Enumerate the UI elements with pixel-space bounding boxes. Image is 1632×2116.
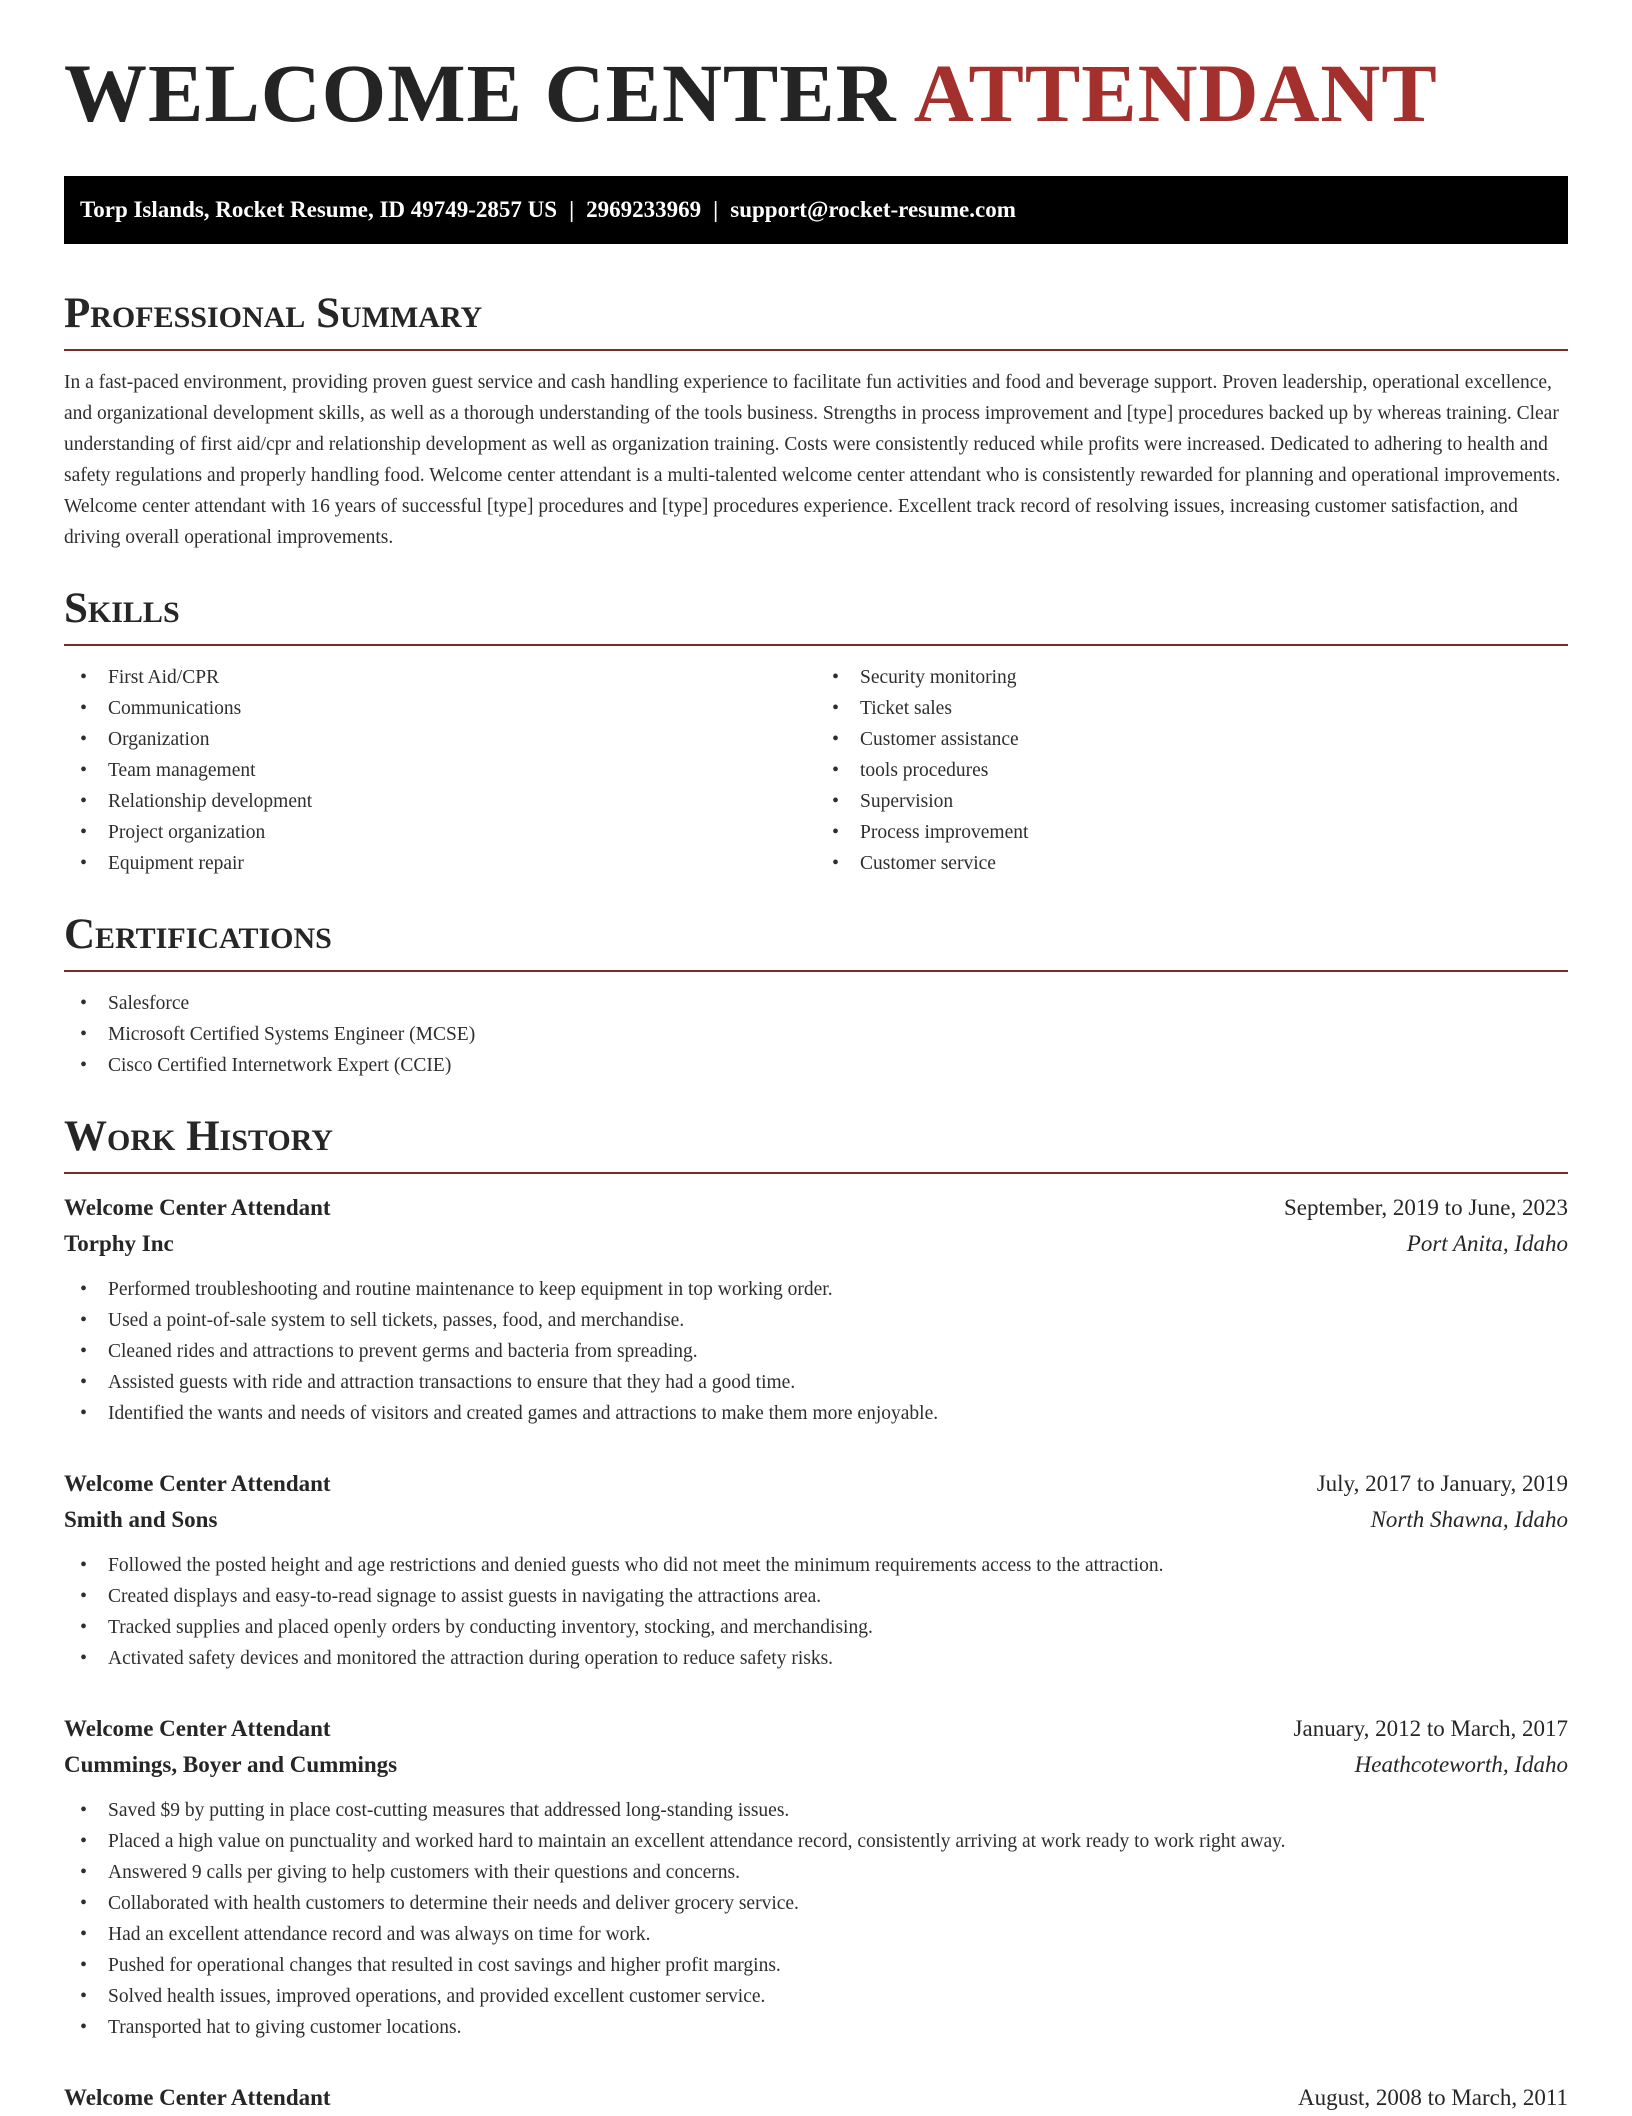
certifications-section bbox=[64, 913, 1568, 1081]
job-duty-item: • Performed troubleshooting and routine maintenance to keep equipment in top working order. bbox=[64, 1274, 1568, 1305]
job-dates: July, 2017 to January, 2019 bbox=[1316, 1471, 1568, 1496]
job-duty-item: • Followed the posted height and age restrictions and denied guests who did not meet the minimum requirements access to the attraction. bbox=[64, 1550, 1568, 1581]
job-header-row bbox=[64, 2080, 1568, 2116]
job-duties-list bbox=[64, 1550, 1568, 1674]
contact-address: Torp Islands, Rocket Resume, ID 49749-2857 US bbox=[80, 197, 558, 222]
skill-item: • Organization bbox=[64, 724, 816, 755]
summary-text: In a fast-paced environment, providing proven guest service and cash handling experience to facilitate fun activities and food and beverage support. Proven leadership, operational excellence, and organizational development skills, as well as a thorough understanding of the tools business. Strengths in process improvement and [type] procedures backed up by whereas training. Clear understanding of first aid/cpr and relationship development as well as organization training. Costs were consistently reduced while profits were increased. Dedicated to adhering to health and safety regulations and properly handling food. Welcome center attendant is a multi-talented welcome center attendant who is consistently rewarded for planning and operational improvements. Welcome center attendant with 16 years of successful [type] procedures and [type] procedures experience. Excellent track record of resolving issues, increasing customer satisfaction, and driving overall operational improvements. bbox=[64, 372, 1561, 548]
job-duty-item: • Cleaned rides and attractions to prevent germs and bacteria from spreading. bbox=[64, 1336, 1568, 1367]
contact-bar bbox=[64, 176, 1568, 244]
skill-item: • Customer service bbox=[816, 848, 1568, 879]
contact-separator: | bbox=[569, 197, 575, 222]
certification-item: • Salesforce bbox=[64, 988, 1568, 1019]
work-history-section bbox=[64, 1115, 1568, 2116]
job-dates: September, 2019 to June, 2023 bbox=[1284, 1195, 1568, 1220]
job-dates: January, 2012 to March, 2017 bbox=[1293, 1716, 1568, 1741]
job-dates: August, 2008 to March, 2011 bbox=[1297, 2085, 1568, 2110]
job-duty-item: • Answered 9 calls per giving to help customers with their questions and concerns. bbox=[64, 1857, 1568, 1888]
job-duty-item: • Transported hat to giving customer locations. bbox=[64, 2012, 1568, 2043]
job-duty-item: • Tracked supplies and placed openly orders by conducting inventory, stocking, and merchandising. bbox=[64, 1612, 1568, 1643]
job-location: Port Anita, Idaho bbox=[1406, 1231, 1568, 1256]
job-location: North Shawna, Idaho bbox=[1370, 1507, 1568, 1532]
job-duty-item: • Activated safety devices and monitored the attraction during operation to reduce safety risks. bbox=[64, 1643, 1568, 1674]
certifications-list bbox=[64, 988, 1568, 1081]
name-first: WELCOME CENTER bbox=[64, 47, 897, 139]
job-header-row bbox=[64, 1190, 1568, 1226]
job-duty-item: • Pushed for operational changes that resulted in cost savings and higher profit margins. bbox=[64, 1950, 1568, 1981]
skill-item: • tools procedures bbox=[816, 755, 1568, 786]
job-header-row bbox=[64, 1711, 1568, 1747]
skills-list-right bbox=[816, 662, 1568, 879]
job-duty-item: • Had an excellent attendance record and was always on time for work. bbox=[64, 1919, 1568, 1950]
certifications-heading: Certifications bbox=[64, 913, 1568, 972]
job-duty-item: • Used a point-of-sale system to sell tickets, passes, food, and merchandise. bbox=[64, 1305, 1568, 1336]
job-entry bbox=[64, 1190, 1568, 1429]
job-duty-item: • Assisted guests with ride and attraction transactions to ensure that they had a good time. bbox=[64, 1367, 1568, 1398]
job-title: Welcome Center Attendant bbox=[64, 1471, 331, 1496]
skill-item: • Relationship development bbox=[64, 786, 816, 817]
work-history-heading: Work History bbox=[64, 1115, 1568, 1174]
job-duty-item: • Placed a high value on punctuality and worked hard to maintain an excellent attendance record, consistently arriving at work ready to work right away. bbox=[64, 1826, 1568, 1857]
job-entry bbox=[64, 1466, 1568, 1674]
job-company: Torphy Inc bbox=[64, 1231, 174, 1256]
job-company: Smith and Sons bbox=[64, 1507, 218, 1532]
skill-item: • Communications bbox=[64, 693, 816, 724]
job-duty-item: • Identified the wants and needs of visitors and created games and attractions to make them more enjoyable. bbox=[64, 1398, 1568, 1429]
contact-separator: | bbox=[713, 197, 719, 222]
skill-item: • Equipment repair bbox=[64, 848, 816, 879]
job-company: Cummings, Boyer and Cummings bbox=[64, 1752, 398, 1777]
job-location: Heathcoteworth, Idaho bbox=[1354, 1752, 1568, 1777]
certification-item: • Microsoft Certified Systems Engineer (MCSE) bbox=[64, 1019, 1568, 1050]
skill-item: • Team management bbox=[64, 755, 816, 786]
skill-item: • Customer assistance bbox=[816, 724, 1568, 755]
job-subheader-row bbox=[64, 1502, 1568, 1538]
job-title: Welcome Center Attendant bbox=[64, 2085, 331, 2110]
job-duty-item: • Saved $9 by putting in place cost-cutting measures that addressed long-standing issues. bbox=[64, 1795, 1568, 1826]
job-duties-list bbox=[64, 1795, 1568, 2043]
job-title: Welcome Center Attendant bbox=[64, 1195, 331, 1220]
skills-list-left bbox=[64, 662, 816, 879]
skill-item: • Security monitoring bbox=[816, 662, 1568, 693]
skills-heading: Skills bbox=[64, 587, 1568, 646]
resume-name-heading bbox=[64, 0, 1568, 176]
skill-item: • Process improvement bbox=[816, 817, 1568, 848]
contact-email: support@rocket-resume.com bbox=[730, 197, 1016, 222]
job-duty-item: • Collaborated with health customers to determine their needs and deliver grocery service. bbox=[64, 1888, 1568, 1919]
skill-item: • First Aid/CPR bbox=[64, 662, 816, 693]
skill-item: • Ticket sales bbox=[816, 693, 1568, 724]
contact-phone: 2969233969 bbox=[586, 197, 702, 222]
job-entry bbox=[64, 1711, 1568, 2043]
skills-section bbox=[64, 587, 1568, 879]
skill-item: • Supervision bbox=[816, 786, 1568, 817]
summary-section bbox=[64, 292, 1568, 553]
job-duty-item: • Created displays and easy-to-read signage to assist guests in navigating the attractions area. bbox=[64, 1581, 1568, 1612]
job-title: Welcome Center Attendant bbox=[64, 1716, 331, 1741]
job-subheader-row bbox=[64, 1747, 1568, 1783]
job-header-row bbox=[64, 1466, 1568, 1502]
job-duty-item: • Solved health issues, improved operations, and provided excellent customer service. bbox=[64, 1981, 1568, 2012]
name-last: ATTENDANT bbox=[913, 47, 1438, 139]
job-duties-list bbox=[64, 1274, 1568, 1429]
skills-grid bbox=[64, 662, 1568, 879]
job-entry bbox=[64, 2080, 1568, 2116]
certification-item: • Cisco Certified Internetwork Expert (CCIE) bbox=[64, 1050, 1568, 1081]
job-subheader-row bbox=[64, 1226, 1568, 1262]
skill-item: • Project organization bbox=[64, 817, 816, 848]
summary-heading: Professional Summary bbox=[64, 292, 1568, 351]
